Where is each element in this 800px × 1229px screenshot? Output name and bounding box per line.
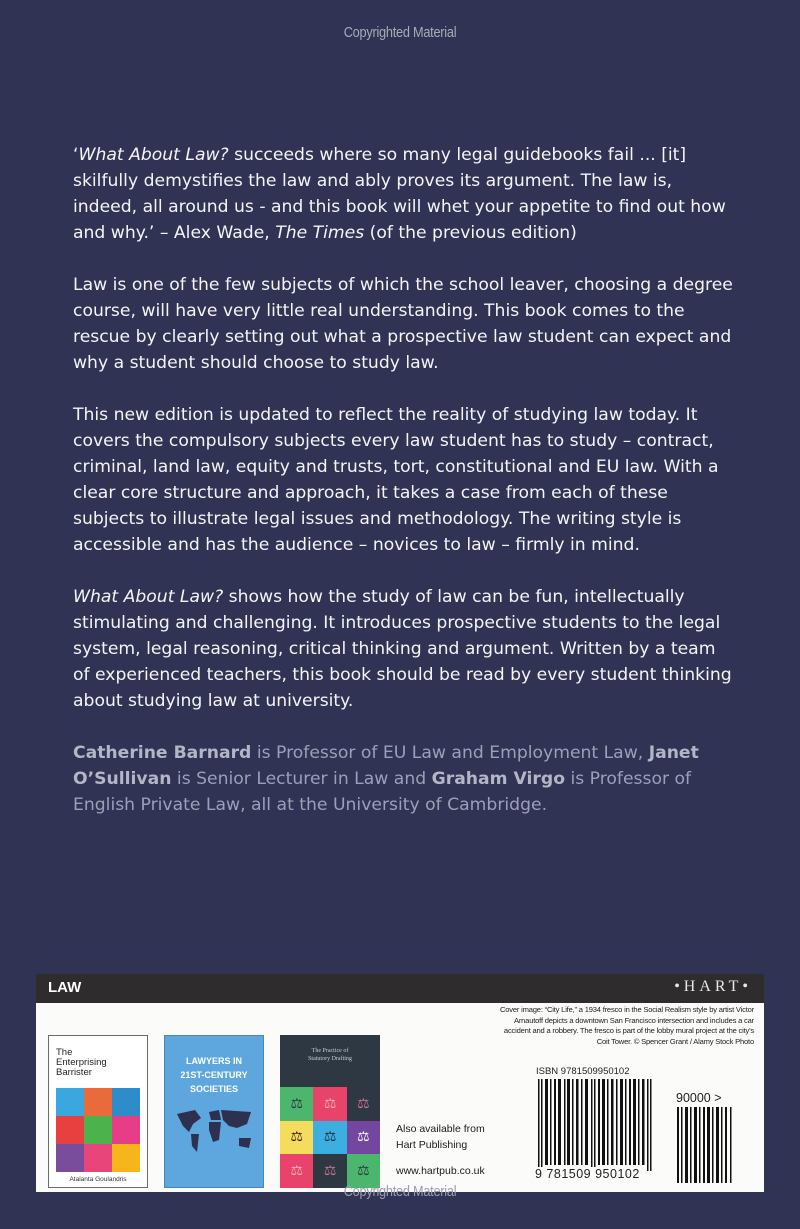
world-map-icon (175, 1106, 255, 1156)
related-book-statutory-drafting[interactable] (280, 1035, 380, 1188)
quote-book-title: What About Law? (78, 145, 229, 165)
scales-icon: ⚖ (280, 1087, 313, 1121)
author-role: is Professor of English Private Law, all at the University of Cambridge. (73, 769, 692, 815)
isbn-label: ISBN 9781509950102 (536, 1066, 630, 1077)
closing-paragraph (73, 584, 733, 714)
author-name: Graham Virgo (431, 769, 565, 789)
also-available-text (396, 1121, 485, 1153)
book-title: LAWYERS IN 21ST-CENTURY SOCIETIES (180, 1056, 248, 1094)
author-name: Janet O’Sullivan (73, 743, 699, 789)
price-barcode (676, 1107, 734, 1183)
quote-source: The Times (275, 223, 365, 243)
open-quote: ‘ (73, 145, 79, 165)
review-quote (73, 142, 733, 246)
cover-art-grid (280, 1087, 380, 1188)
related-book-enterprising-barrister[interactable] (48, 1035, 148, 1188)
price-code: 90000 > (676, 1091, 722, 1105)
book-author: Atalanta Goulandris (69, 1176, 127, 1183)
author-role: is Professor of EU Law and Employment Law, (251, 743, 649, 763)
scales-icon: ⚖ (347, 1087, 380, 1121)
scales-icon: ⚖ (313, 1121, 346, 1155)
author-name: Catherine Barnard (73, 743, 252, 763)
closing-book-title: What About Law? (73, 587, 224, 607)
publisher-website-link[interactable]: www.hartpub.co.uk (396, 1165, 485, 1177)
scales-icon: ⚖ (313, 1154, 346, 1188)
description-paragraph-2: This new edition is updated to reflect the reality of studying law today. It covers the compulsory subjects every law student has to study – contract, criminal, land law, equity and trusts, tort, constitutional and EU law. With a clear core structure and approach, it takes a case from each of these subjects to illustrate legal issues and methodology. The writing style is accessible and has the audience – novices to law – firmly in mind. (73, 405, 719, 555)
back-cover-info-panel (36, 1003, 764, 1192)
cover-art-grid (56, 1088, 140, 1172)
publisher-name: Hart Publishing (396, 1139, 468, 1151)
scales-icon: ⚖ (280, 1121, 313, 1155)
quote-text: succeeds where so many legal guidebooks fail ... [it] skilfully demystifies the law and ably proves its argument. The law is, indeed, all around us - and this book will whet your appetite to find out how and why.’ – Alex Wade, (73, 145, 726, 243)
publisher-logo: •HART• (674, 978, 752, 995)
scales-icon: ⚖ (347, 1154, 380, 1188)
copyright-watermark-bottom: Copyrighted Material (343, 1183, 457, 1200)
copyright-watermark-top: Copyrighted Material (343, 24, 457, 41)
description-paragraph-1: Law is one of the few subjects of which the school leaver, choosing a degree course, will have very little real understanding. This book comes to the rescue by clearly setting out what a prospective law student can expect and why a student should choose to study law. (73, 275, 733, 373)
category-label: LAW (48, 979, 82, 996)
category-bar (36, 974, 764, 1003)
also-available-line: Also available from (396, 1123, 485, 1135)
quote-edition-note: (of the previous edition) (364, 223, 577, 243)
back-cover-blurb (73, 142, 733, 844)
isbn-barcode (536, 1079, 652, 1171)
author-role: is Senior Lecturer in Law and (171, 769, 432, 789)
scales-icon: ⚖ (313, 1087, 346, 1121)
author-bios (73, 740, 733, 818)
book-title: The Enterprising Barrister (56, 1047, 107, 1078)
barcode-number: 9 781509 950102 (535, 1167, 640, 1181)
cover-image-credit: Cover image: “City Life,” a 1934 fresco in the Social Realism style by artist Victor Arnautoff depicts a downtown San Francisco intersection and includes a car accident and a robbery. The fresco is part of the lobby mural project at the city's Coit Tower. © Spencer Grant / Alamy Stock Photo (499, 1005, 754, 1046)
related-book-lawyers-21st-century[interactable] (164, 1035, 264, 1188)
scales-icon: ⚖ (280, 1154, 313, 1188)
closing-text: shows how the study of law can be fun, intellectually stimulating and challenging. It introduces prospective students to the legal system, legal reasoning, critical thinking and argument. Written by a team of experienced teachers, this book should be read by every student thinking about studying law at university. (73, 587, 732, 711)
book-title: The Practice of Statutory Drafting (308, 1048, 352, 1062)
scales-icon: ⚖ (347, 1121, 380, 1155)
